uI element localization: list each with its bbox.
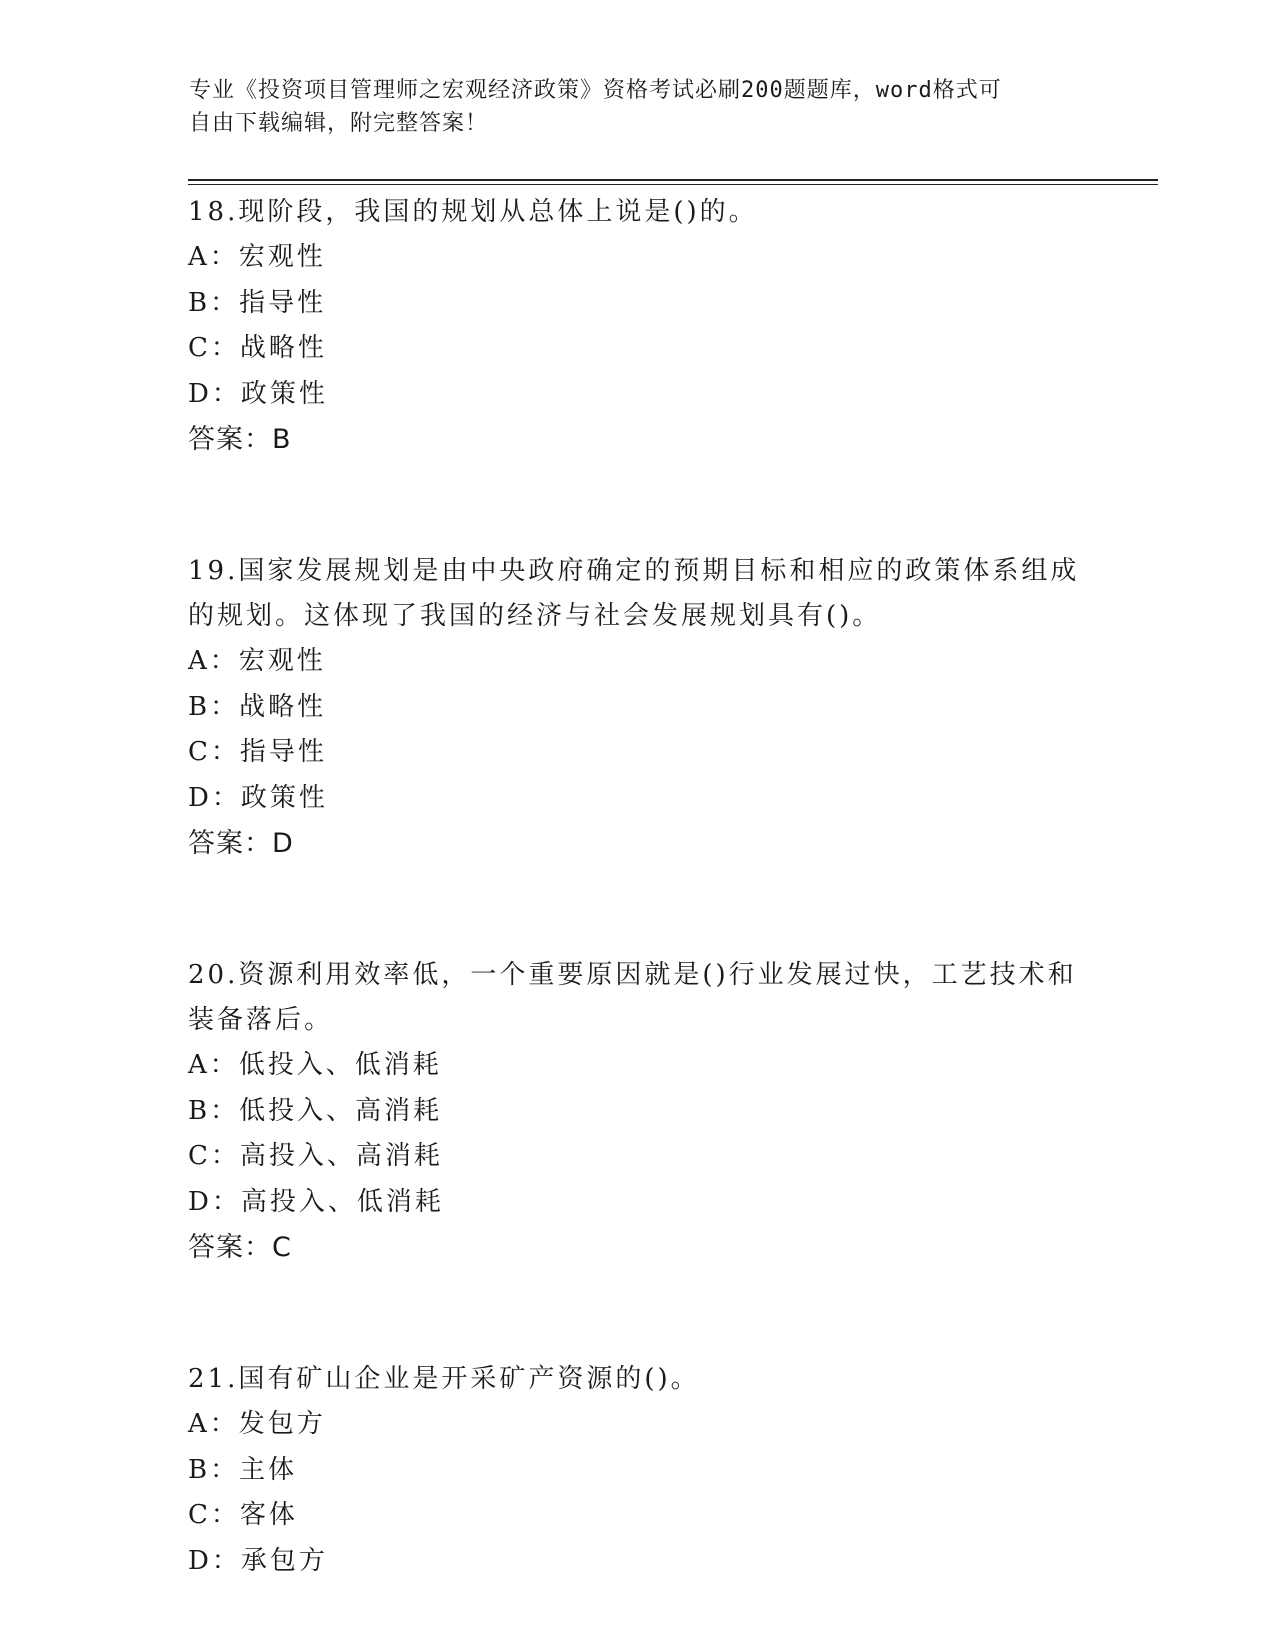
document-header [189,74,1089,140]
option-a: A：发包方 [188,1409,326,1439]
option-c: C：战略性 [188,333,327,363]
spacer [188,1270,1088,1357]
question-stem: 21.国有矿山企业是开采矿产资源的()。 [188,1364,700,1394]
option-d: D：承包方 [188,1545,328,1576]
option-a: A：低投入、低消耗 [188,1050,442,1080]
option-b: B：低投入、高消耗 [188,1095,443,1126]
question-18 [188,190,1088,462]
option-a: A：宏观性 [188,646,326,676]
spacer [188,866,1088,953]
answer: 答案：D [188,828,294,859]
header-line-1: 专业《投资项目管理师之宏观经济政策》资格考试必刷200题题库，word格式可 [189,78,1002,103]
option-c: C：客体 [188,1500,298,1530]
question-21 [188,1357,1088,1584]
question-stem-line-2: 的规划。这体现了我国的经济与社会发展规划具有()。 [188,601,882,631]
question-19 [188,549,1088,866]
option-d: D：高投入、低消耗 [188,1186,444,1217]
option-b: B：战略性 [188,691,327,722]
option-d: D：政策性 [188,782,328,813]
question-stem: 18.现阶段，我国的规划从总体上说是()的。 [188,197,758,227]
answer: 答案：B [188,424,292,455]
option-c: C：高投入、高消耗 [188,1141,443,1171]
question-stem-line-2: 装备落后。 [188,1005,334,1035]
question-stem-line-1: 20.资源利用效率低，一个重要原因就是()行业发展过快，工艺技术和 [188,960,1077,990]
question-list [188,190,1088,1584]
spacer [188,462,1088,549]
option-a: A：宏观性 [188,242,326,272]
header-line-2: 自由下载编辑，附完整答案！ [189,111,489,136]
option-c: C：指导性 [188,737,327,767]
answer: 答案：C [188,1232,292,1263]
option-d: D：政策性 [188,378,328,409]
option-b: B：主体 [188,1454,298,1485]
question-20 [188,953,1088,1270]
question-stem-line-1: 19.国家发展规划是由中央政府确定的预期目标和相应的政策体系组成 [188,556,1080,586]
header-divider [188,179,1158,185]
option-b: B：指导性 [188,287,327,318]
